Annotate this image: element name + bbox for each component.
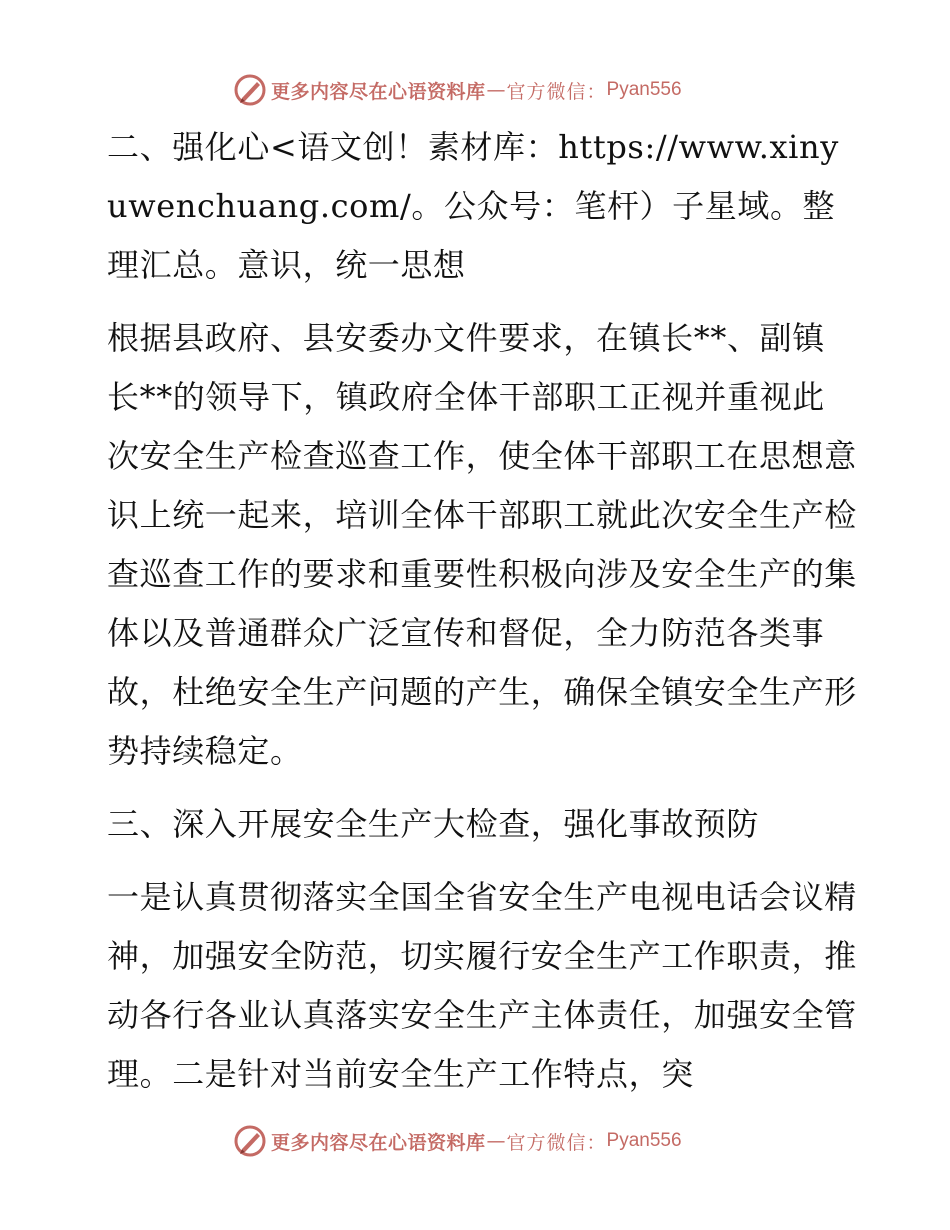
watermark-separator: — [486,79,506,101]
section-heading-3: 三、深入开展安全生产大检查，强化事故预防 [107,805,760,843]
watermark-main-text: 更多内容尽在心语资料库 [271,80,486,103]
paragraph-gap [97,854,857,868]
watermark-wechat-id: Pyan556 [606,1130,682,1151]
pen-seal-logo-icon [233,1124,267,1158]
watermark-wechat-label: 官方微信： [506,1131,607,1154]
section-heading-2: 二、强化心<语文创！素材库：https://www.xinyuwenchuang.com/。公众号：笔杆）子星域。整理汇总。意识，统一思想 [107,128,839,284]
watermark-wechat-label: 官方微信： [506,80,607,103]
paragraph-gap [97,781,857,795]
header-watermark [233,70,723,110]
footer-watermark [233,1121,723,1161]
watermark-main-text: 更多内容尽在心语资料库 [271,1131,486,1154]
watermark-separator: — [486,1130,506,1152]
document-body [97,118,857,1104]
body-paragraph-2: 一是认真贯彻落实全国全省安全生产电视电话会议精神，加强安全防范，切实履行安全生产工作职责，推动各行各业认真落实安全生产主体责任，加强安全管理。二是针对当前安全生产工作特点，突 [107,878,857,1093]
paragraph-gap [97,295,857,309]
watermark-wechat-id: Pyan556 [606,79,682,100]
body-paragraph-1: 根据县政府、县安委办文件要求，在镇长**、副镇长**的领导下，镇政府全体干部职工正视并重视此次安全生产检查巡查工作，使全体干部职工在思想意识上统一起来，培训全体干部职工就此次安全生产检查巡查工作的要求和重要性积极向涉及安全生产的集体以及普通群众广泛宣传和督促，全力防范各类事故，杜绝安全生产问题的产生，确保全镇安全生产形势持续稳定。 [107,319,857,770]
pen-seal-logo-icon [233,73,267,107]
